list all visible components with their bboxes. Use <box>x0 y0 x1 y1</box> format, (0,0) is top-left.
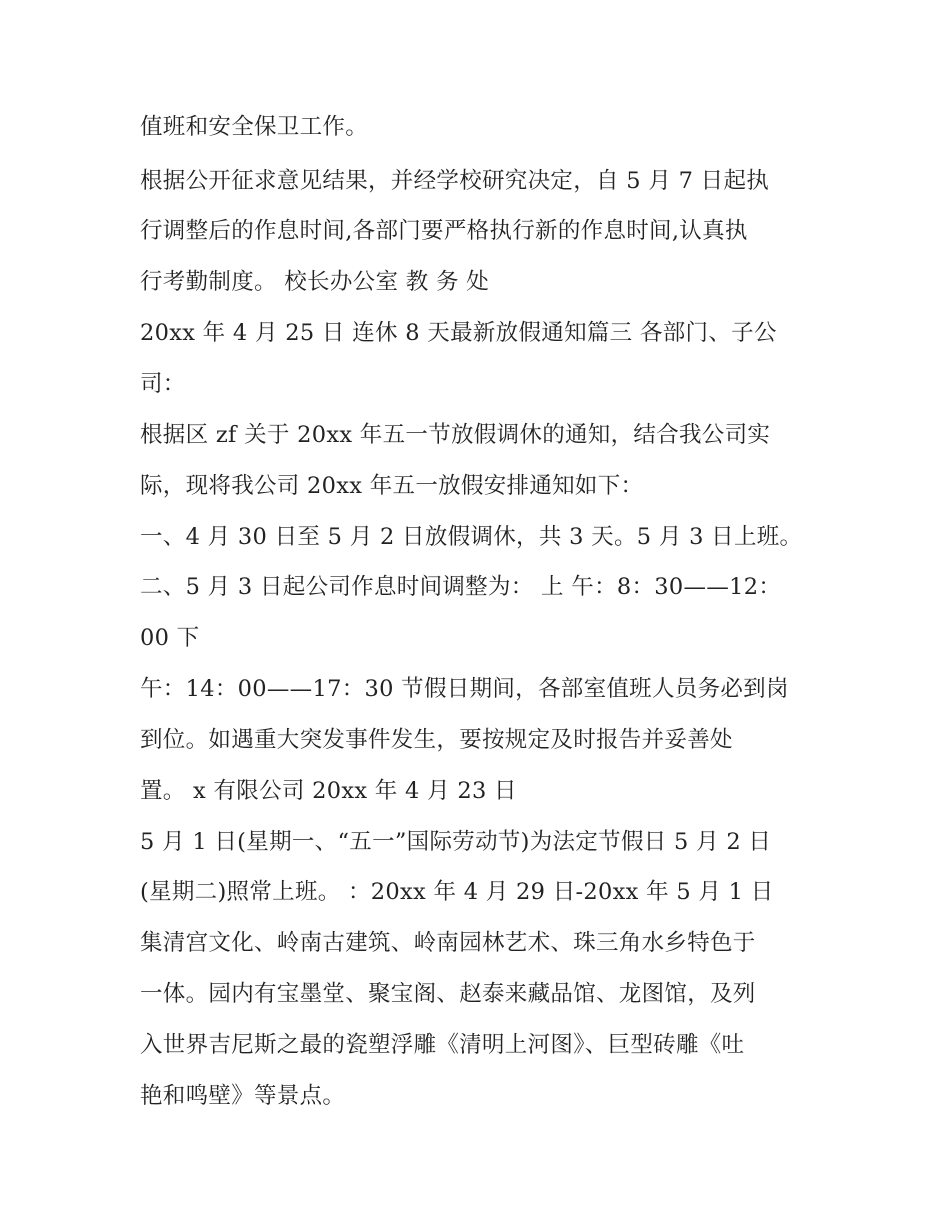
text-line: 入世界吉尼斯之最的瓷塑浮雕《清明上河图》、巨型砖雕《吐 <box>140 1032 745 1058</box>
text-line: 根据公开征求意见结果，并经学校研究决定，自 5 月 7 日起执 <box>140 168 770 194</box>
text-line: 午：14：00——17：30 节假日期间，各部室值班人员务必到岗 <box>140 676 789 702</box>
text-line: 00 下 <box>140 625 200 651</box>
text-line: 根据区 zf 关于 20xx 年五一节放假调休的通知，结合我公司实 <box>140 422 771 448</box>
text-line: 二、5 月 3 日起公司作息时间调整为： 上 午：8：30——12： <box>140 574 782 600</box>
text-line: 行考勤制度。 校长办公室 教 务 处 <box>140 269 490 295</box>
text-line: 艳和鸣壁》等景点。 <box>140 1083 346 1109</box>
text-line: 5 月 1 日(星期一、“五一”国际劳动节)为法定节假日 5 月 2 日 <box>140 829 772 855</box>
text-line: 置。 x 有限公司 20xx 年 4 月 23 日 <box>140 778 517 804</box>
text-line: 20xx 年 4 月 25 日 连休 8 天最新放假通知篇三 各部门、子公 <box>140 320 777 346</box>
text-line: 一体。园内有宝墨堂、聚宝阁、赵泰来藏品馆、龙图馆，及列 <box>140 981 756 1007</box>
text-line: 值班和安全保卫工作。 <box>140 114 369 140</box>
text-line: 集清宫文化、岭南古建筑、岭南园林艺术、珠三角水乡特色于 <box>140 930 756 956</box>
text-line: 一、4 月 30 日至 5 月 2 日放假调休，共 3 天。5 月 3 日上班。 <box>140 524 803 550</box>
text-line: 司： <box>140 371 186 397</box>
text-line: 到位。如遇重大突发事件发生，要按规定及时报告并妥善处 <box>140 727 733 753</box>
text-line: (星期二)照常上班。 ：20xx 年 4 月 29 日-20xx 年 5 月 1 日 <box>140 879 774 905</box>
text-line: 行调整后的作息时间,各部门要严格执行新的作息时间,认真执 <box>140 218 748 244</box>
text-line: 际，现将我公司 20xx 年五一放假安排通知如下： <box>140 473 644 499</box>
